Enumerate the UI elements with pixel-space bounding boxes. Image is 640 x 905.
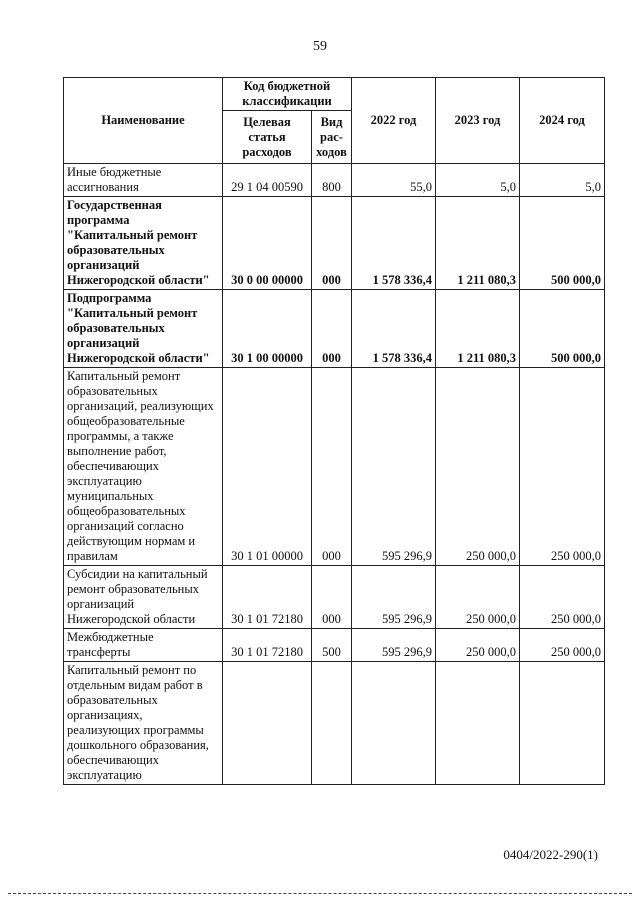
- header-target-article: Целевая статья расходов: [223, 111, 312, 164]
- cell-name: Иные бюджетные ассигнования: [64, 164, 223, 197]
- cell-name: Капитальный ремонт по отдельным видам работ в образовательных организациях, реализующих программы дошкольного образования, обеспечивающих эксплуатацию: [64, 662, 223, 785]
- cell-2024: 250 000,0: [520, 368, 605, 566]
- cell-2023: 250 000,0: [436, 566, 520, 629]
- cell-name: Капитальный ремонт образовательных организаций, реализующих общеобразовательные программы, а также выполнение работ, обеспечивающих эксплуатацию муниципальных общеобразовательных организаций согласно действующим нормам и правилам: [64, 368, 223, 566]
- cell-2023: 250 000,0: [436, 368, 520, 566]
- cell-2024: 5,0: [520, 164, 605, 197]
- cell-name: Субсидии на капитальный ремонт образовательных организаций Нижегородской области: [64, 566, 223, 629]
- footer-line: [8, 893, 632, 894]
- cell-expense-kind: [312, 662, 352, 785]
- cell-expense-kind: 800: [312, 164, 352, 197]
- cell-2022: 1 578 336,4: [352, 197, 436, 290]
- cell-target-article: 30 1 01 00000: [223, 368, 312, 566]
- cell-expense-kind: 500: [312, 629, 352, 662]
- table-row: [64, 662, 605, 785]
- cell-target-article: 29 1 04 00590: [223, 164, 312, 197]
- cell-2023: 5,0: [436, 164, 520, 197]
- page-number: 59: [313, 39, 327, 54]
- header-2024: 2024 год: [520, 78, 605, 164]
- cell-2024: 500 000,0: [520, 290, 605, 368]
- cell-expense-kind: 000: [312, 197, 352, 290]
- cell-name: Межбюджетные трансферты: [64, 629, 223, 662]
- table-body: [64, 164, 605, 785]
- cell-name: Подпрограмма "Капитальный ремонт образовательных организаций Нижегородской области": [64, 290, 223, 368]
- cell-2023: 1 211 080,3: [436, 197, 520, 290]
- cell-2022: 595 296,9: [352, 566, 436, 629]
- cell-expense-kind: 000: [312, 368, 352, 566]
- cell-name: Государственная программа "Капитальный ремонт образовательных организаций Нижегородской области": [64, 197, 223, 290]
- budget-table: [63, 77, 605, 785]
- cell-target-article: 30 0 00 00000: [223, 197, 312, 290]
- table-row: [64, 566, 605, 629]
- cell-2023: [436, 662, 520, 785]
- cell-2024: [520, 662, 605, 785]
- cell-target-article: 30 1 00 00000: [223, 290, 312, 368]
- table-row: [64, 368, 605, 566]
- cell-expense-kind: 000: [312, 290, 352, 368]
- table-row: [64, 290, 605, 368]
- cell-2022: [352, 662, 436, 785]
- header-expense-kind: Вид рас-ходов: [312, 111, 352, 164]
- cell-2024: 250 000,0: [520, 566, 605, 629]
- cell-target-article: 30 1 01 72180: [223, 566, 312, 629]
- cell-2022: 595 296,9: [352, 368, 436, 566]
- header-2023: 2023 год: [436, 78, 520, 164]
- table-row: [64, 164, 605, 197]
- cell-2022: 595 296,9: [352, 629, 436, 662]
- cell-2023: 1 211 080,3: [436, 290, 520, 368]
- cell-2022: 55,0: [352, 164, 436, 197]
- header-code-group: Код бюджетной классификации: [223, 78, 352, 111]
- cell-expense-kind: 000: [312, 566, 352, 629]
- cell-2023: 250 000,0: [436, 629, 520, 662]
- document-code: 0404/2022-290(1): [503, 847, 598, 862]
- cell-target-article: [223, 662, 312, 785]
- cell-2024: 250 000,0: [520, 629, 605, 662]
- table-row: [64, 197, 605, 290]
- cell-2024: 500 000,0: [520, 197, 605, 290]
- header-2022: 2022 год: [352, 78, 436, 164]
- cell-2022: 1 578 336,4: [352, 290, 436, 368]
- cell-target-article: 30 1 01 72180: [223, 629, 312, 662]
- table-row: [64, 629, 605, 662]
- header-name: Наименование: [64, 78, 223, 164]
